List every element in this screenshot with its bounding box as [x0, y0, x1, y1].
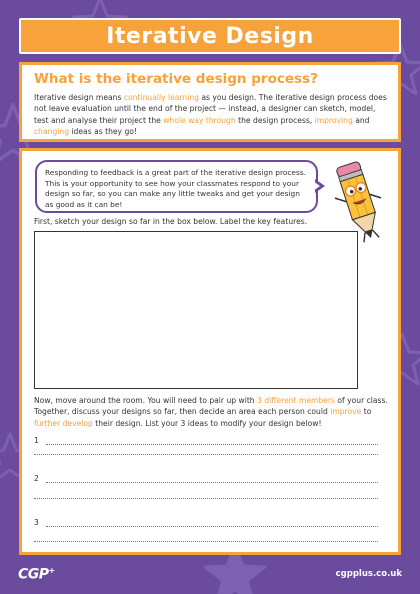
highlighted-text: further develop: [34, 418, 93, 428]
activity-panel: [19, 148, 401, 555]
dotted-line: [46, 519, 378, 527]
idea-line-3[interactable]: [34, 515, 378, 527]
highlighted-text: continually learning: [123, 93, 199, 102]
text-run: to: [361, 407, 372, 417]
highlighted-text: 3 different members: [257, 396, 335, 405]
idea-line-2[interactable]: [34, 471, 378, 483]
pencil-mascot-icon: [328, 153, 388, 243]
dotted-line: [46, 437, 378, 445]
speech-bubble-tail-inner: [313, 181, 320, 191]
text-run: Now, move around the room. You will need to pair up with: [34, 396, 258, 405]
intro-panel: [19, 62, 401, 142]
dotted-line: [46, 475, 378, 483]
title-banner: [19, 18, 401, 54]
idea-number: 3: [34, 518, 39, 527]
logo-mark: +: [48, 566, 55, 575]
sketch-instruction: First, sketch your design so far in the box below. Label the key features.: [34, 217, 308, 226]
text-run: as you design. The iterative design process does not leave evaluation until the end of the project — instead, a designer can sketch, model, test and analyse their project the: [34, 93, 387, 125]
text-run: their design. List your 3 ideas to modify your design below!: [92, 418, 322, 428]
idea-line-1[interactable]: [34, 433, 378, 445]
highlighted-text: improve: [330, 407, 362, 417]
section-heading: What is the iterative design process?: [34, 71, 318, 87]
highlighted-text: whole way through: [163, 115, 236, 125]
cgp-logo: [18, 566, 55, 583]
speech-bubble: Responding to feedback is a great part of the iterative design process. This is your opportunity to see how your classmates respond to your design so far, so you can make any little tweaks and get your design as good as it can be!: [35, 160, 318, 213]
dotted-line[interactable]: [34, 541, 378, 542]
move-instruction: [34, 395, 390, 429]
dotted-line[interactable]: [34, 498, 378, 499]
text-run: and: [352, 115, 370, 125]
page-title: Iterative Design: [106, 23, 314, 49]
text-run: of your class. Together, discuss your designs so far, then decide an area each person could: [34, 396, 388, 417]
website-url: cgpplus.co.uk: [335, 569, 402, 579]
intro-text: [34, 92, 390, 137]
idea-number: 2: [34, 474, 39, 483]
idea-number: 1: [34, 436, 39, 445]
text-run: the design process,: [235, 115, 315, 125]
dotted-line[interactable]: [34, 454, 378, 455]
text-run: Iterative design means: [34, 93, 124, 102]
sketch-area[interactable]: [34, 231, 358, 389]
highlighted-text: improving: [314, 115, 353, 125]
highlighted-text: changing: [34, 126, 70, 136]
logo-text: CGP: [18, 566, 49, 583]
text-run: ideas as they go!: [69, 126, 137, 136]
